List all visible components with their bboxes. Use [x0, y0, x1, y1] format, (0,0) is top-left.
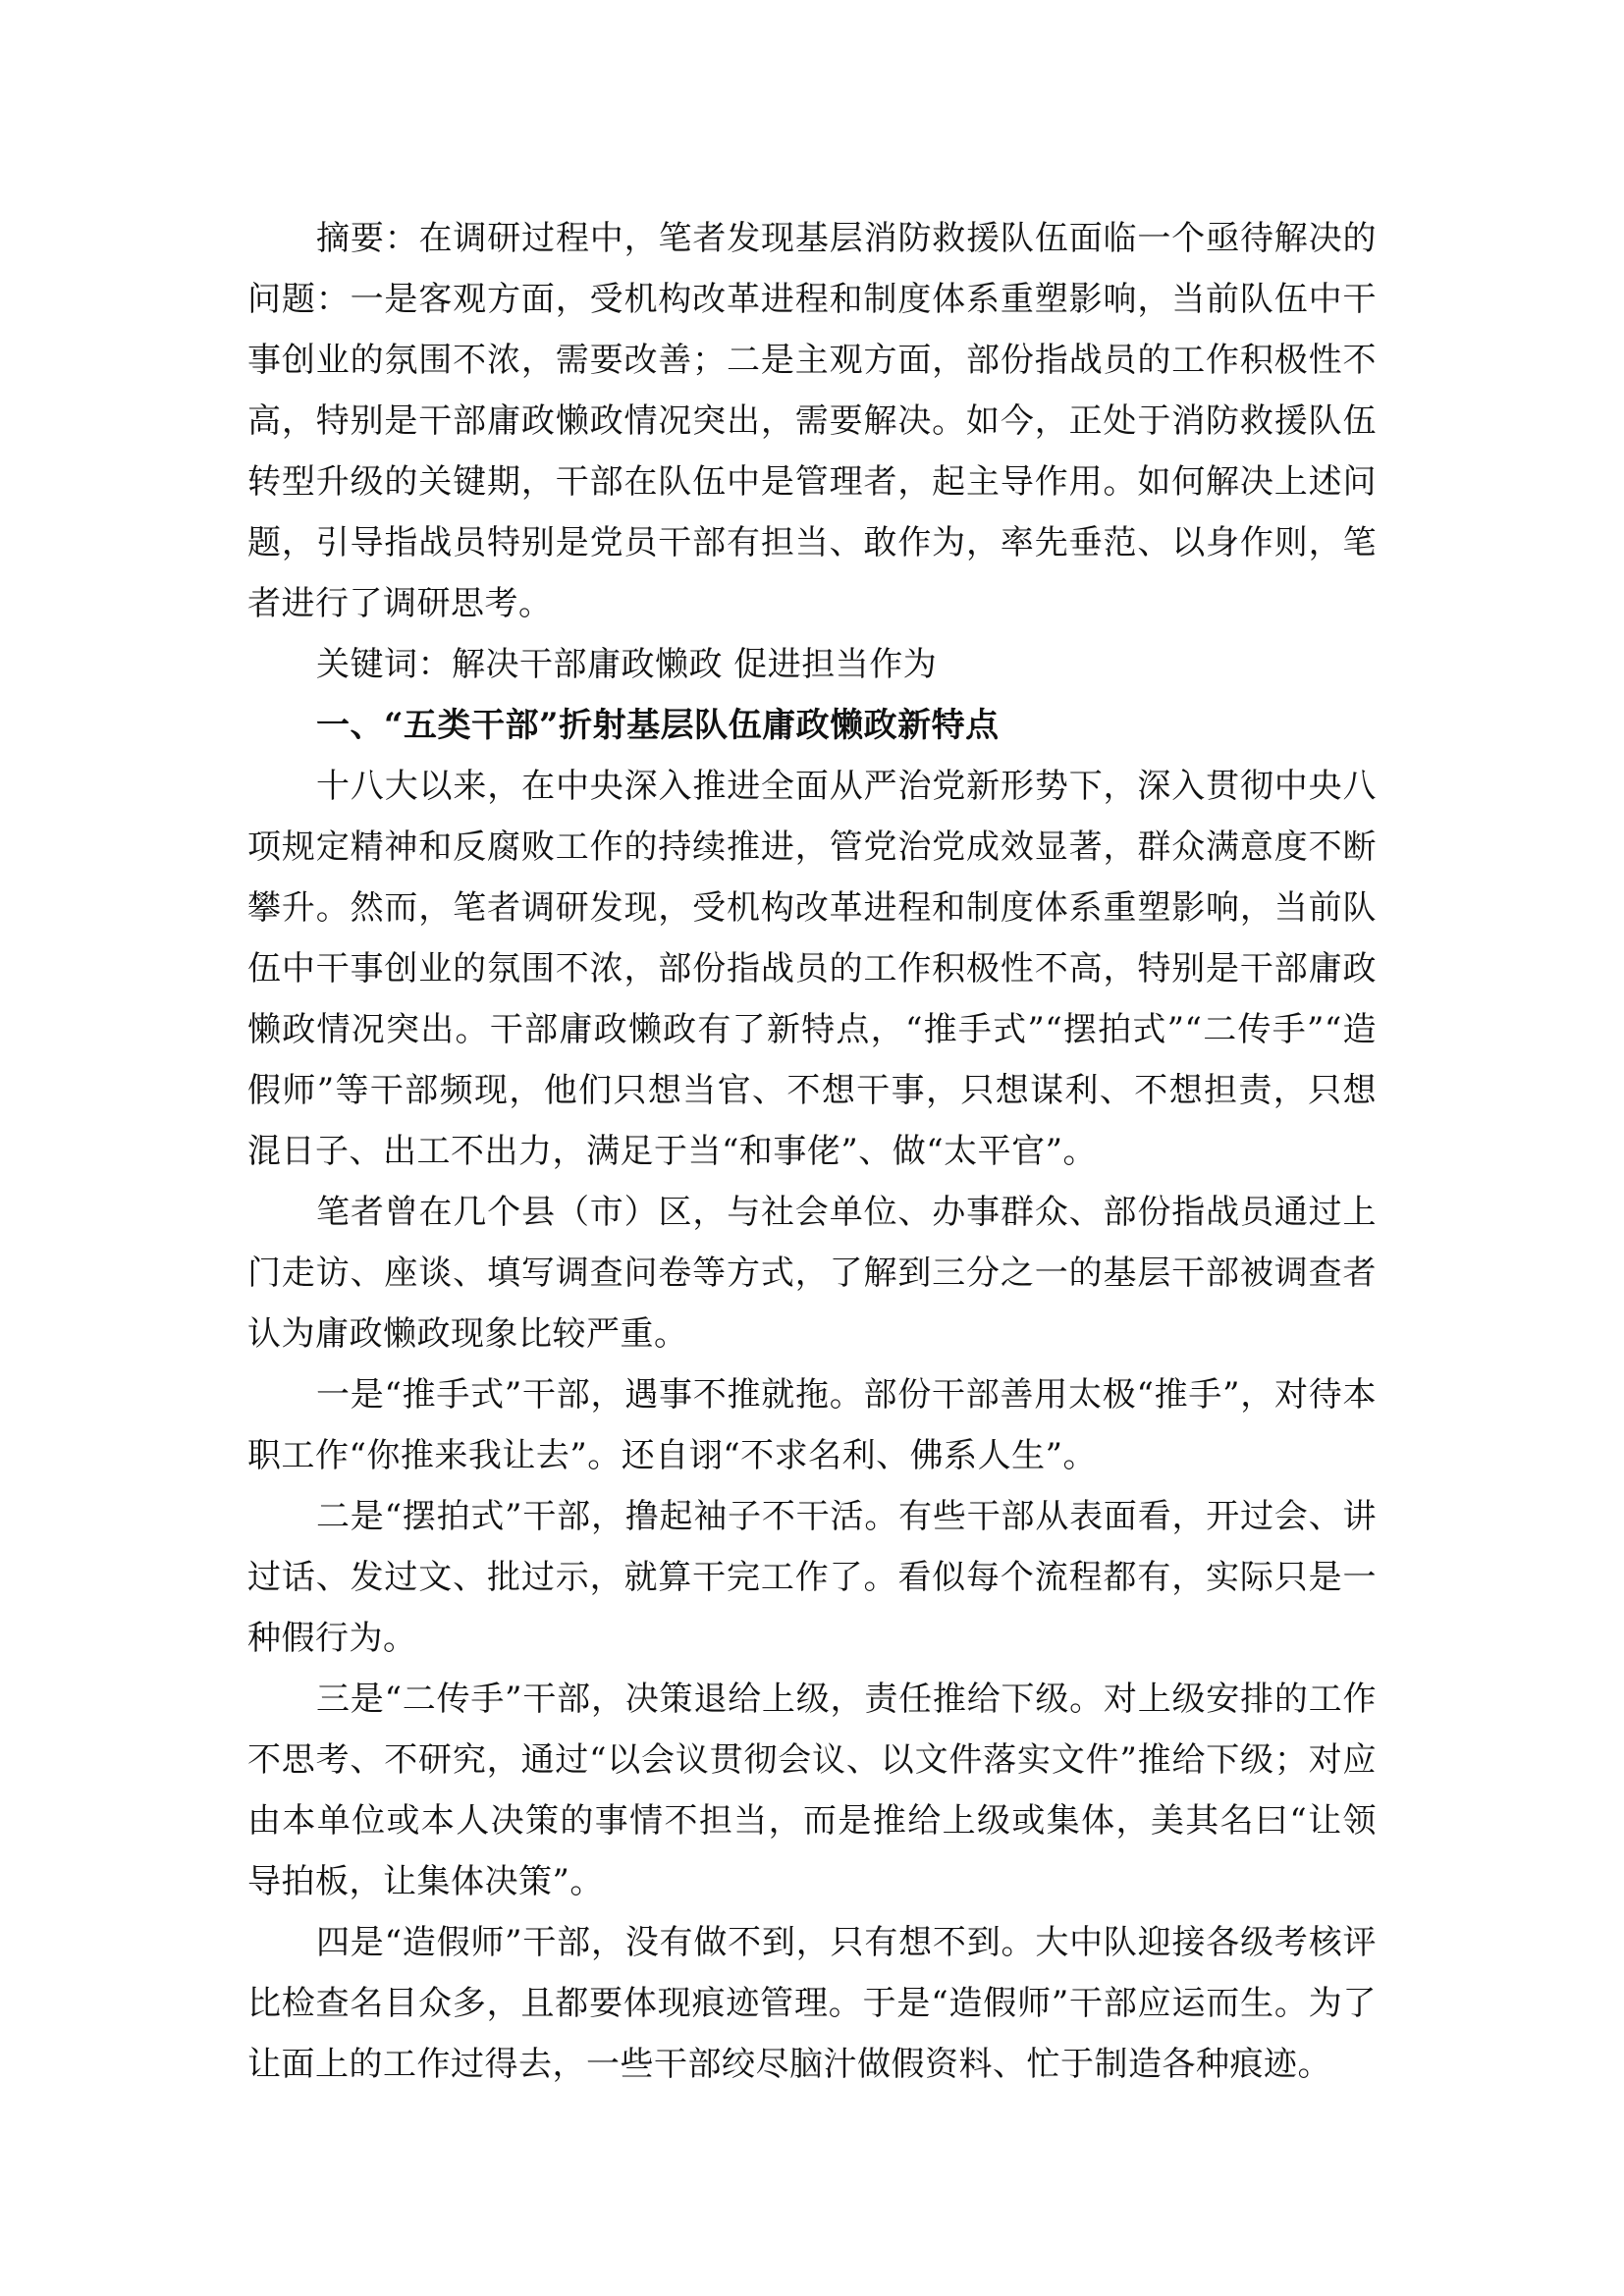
body-paragraph: 笔者曾在几个县（市）区，与社会单位、办事群众、部份指战员通过上门走访、座谈、填写调查问卷等方式，了解到三分之一的基层干部被调查者认为庸政懒政现象比较严重。	[247, 1193, 1377, 1354]
section-heading: 一、“五类干部”折射基层队伍庸政懒政新特点	[316, 706, 1000, 745]
keywords-line: 关键词：解决干部庸政懒政 促进担当作为	[316, 645, 938, 684]
document-body	[247, 208, 1377, 2095]
body-paragraph: 十八大以来，在中央深入推进全面从严治党新形势下，深入贯彻中央八项规定精神和反腐败工作的持续推进，管党治党成效显著，群众满意度不断攀升。然而，笔者调研发现，受机构改革进程和制度体系重塑影响，当前队伍中干事创业的氛围不浓，部份指战员的工作积极性不高，特别是干部庸政懒政情况突出。干部庸政懒政有了新特点，“推手式”“摆拍式”“二传手”“造假师”等干部频现，他们只想当官、不想干事，只想谋利、不想担责，只想混日子、出工不出力，满足于当“和事佬”、做“太平官”。	[247, 767, 1377, 1171]
body-paragraph: 一是“推手式”干部，遇事不推就拖。部份干部善用太极“推手”，对待本职工作“你推来我让去”。还自诩“不求名利、佛系人生”。	[247, 1375, 1377, 1475]
abstract-paragraph: 摘要：在调研过程中，笔者发现基层消防救援队伍面临一个亟待解决的问题：一是客观方面，受机构改革进程和制度体系重塑影响，当前队伍中干事创业的氛围不浓，需要改善；二是主观方面，部份指战员的工作积极性不高，特别是干部庸政懒政情况突出，需要解决。如今，正处于消防救援队伍转型升级的关键期，干部在队伍中是管理者，起主导作用。如何解决上述问题，引导指战员特别是党员干部有担当、敢作为，率先垂范、以身作则，笔者进行了调研思考。	[247, 219, 1377, 623]
body-paragraph: 三是“二传手”干部，决策退给上级，责任推给下级。对上级安排的工作不思考、不研究，通过“以会议贯彻会议、以文件落实文件”推给下级；对应由本单位或本人决策的事情不担当，而是推给上级或集体，美其名曰“让领导拍板，让集体决策”。	[247, 1680, 1377, 1901]
body-paragraph: 四是“造假师”干部，没有做不到，只有想不到。大中队迎接各级考核评比检查名目众多，且都要体现痕迹管理。于是“造假师”干部应运而生。为了让面上的工作过得去，一些干部绞尽脑汁做假资料、忙于制造各种痕迹。	[247, 1923, 1377, 2084]
body-paragraph: 二是“摆拍式”干部，撸起袖子不干活。有些干部从表面看，开过会、讲过话、发过文、批过示，就算干完工作了。看似每个流程都有，实际只是一种假行为。	[247, 1497, 1377, 1658]
